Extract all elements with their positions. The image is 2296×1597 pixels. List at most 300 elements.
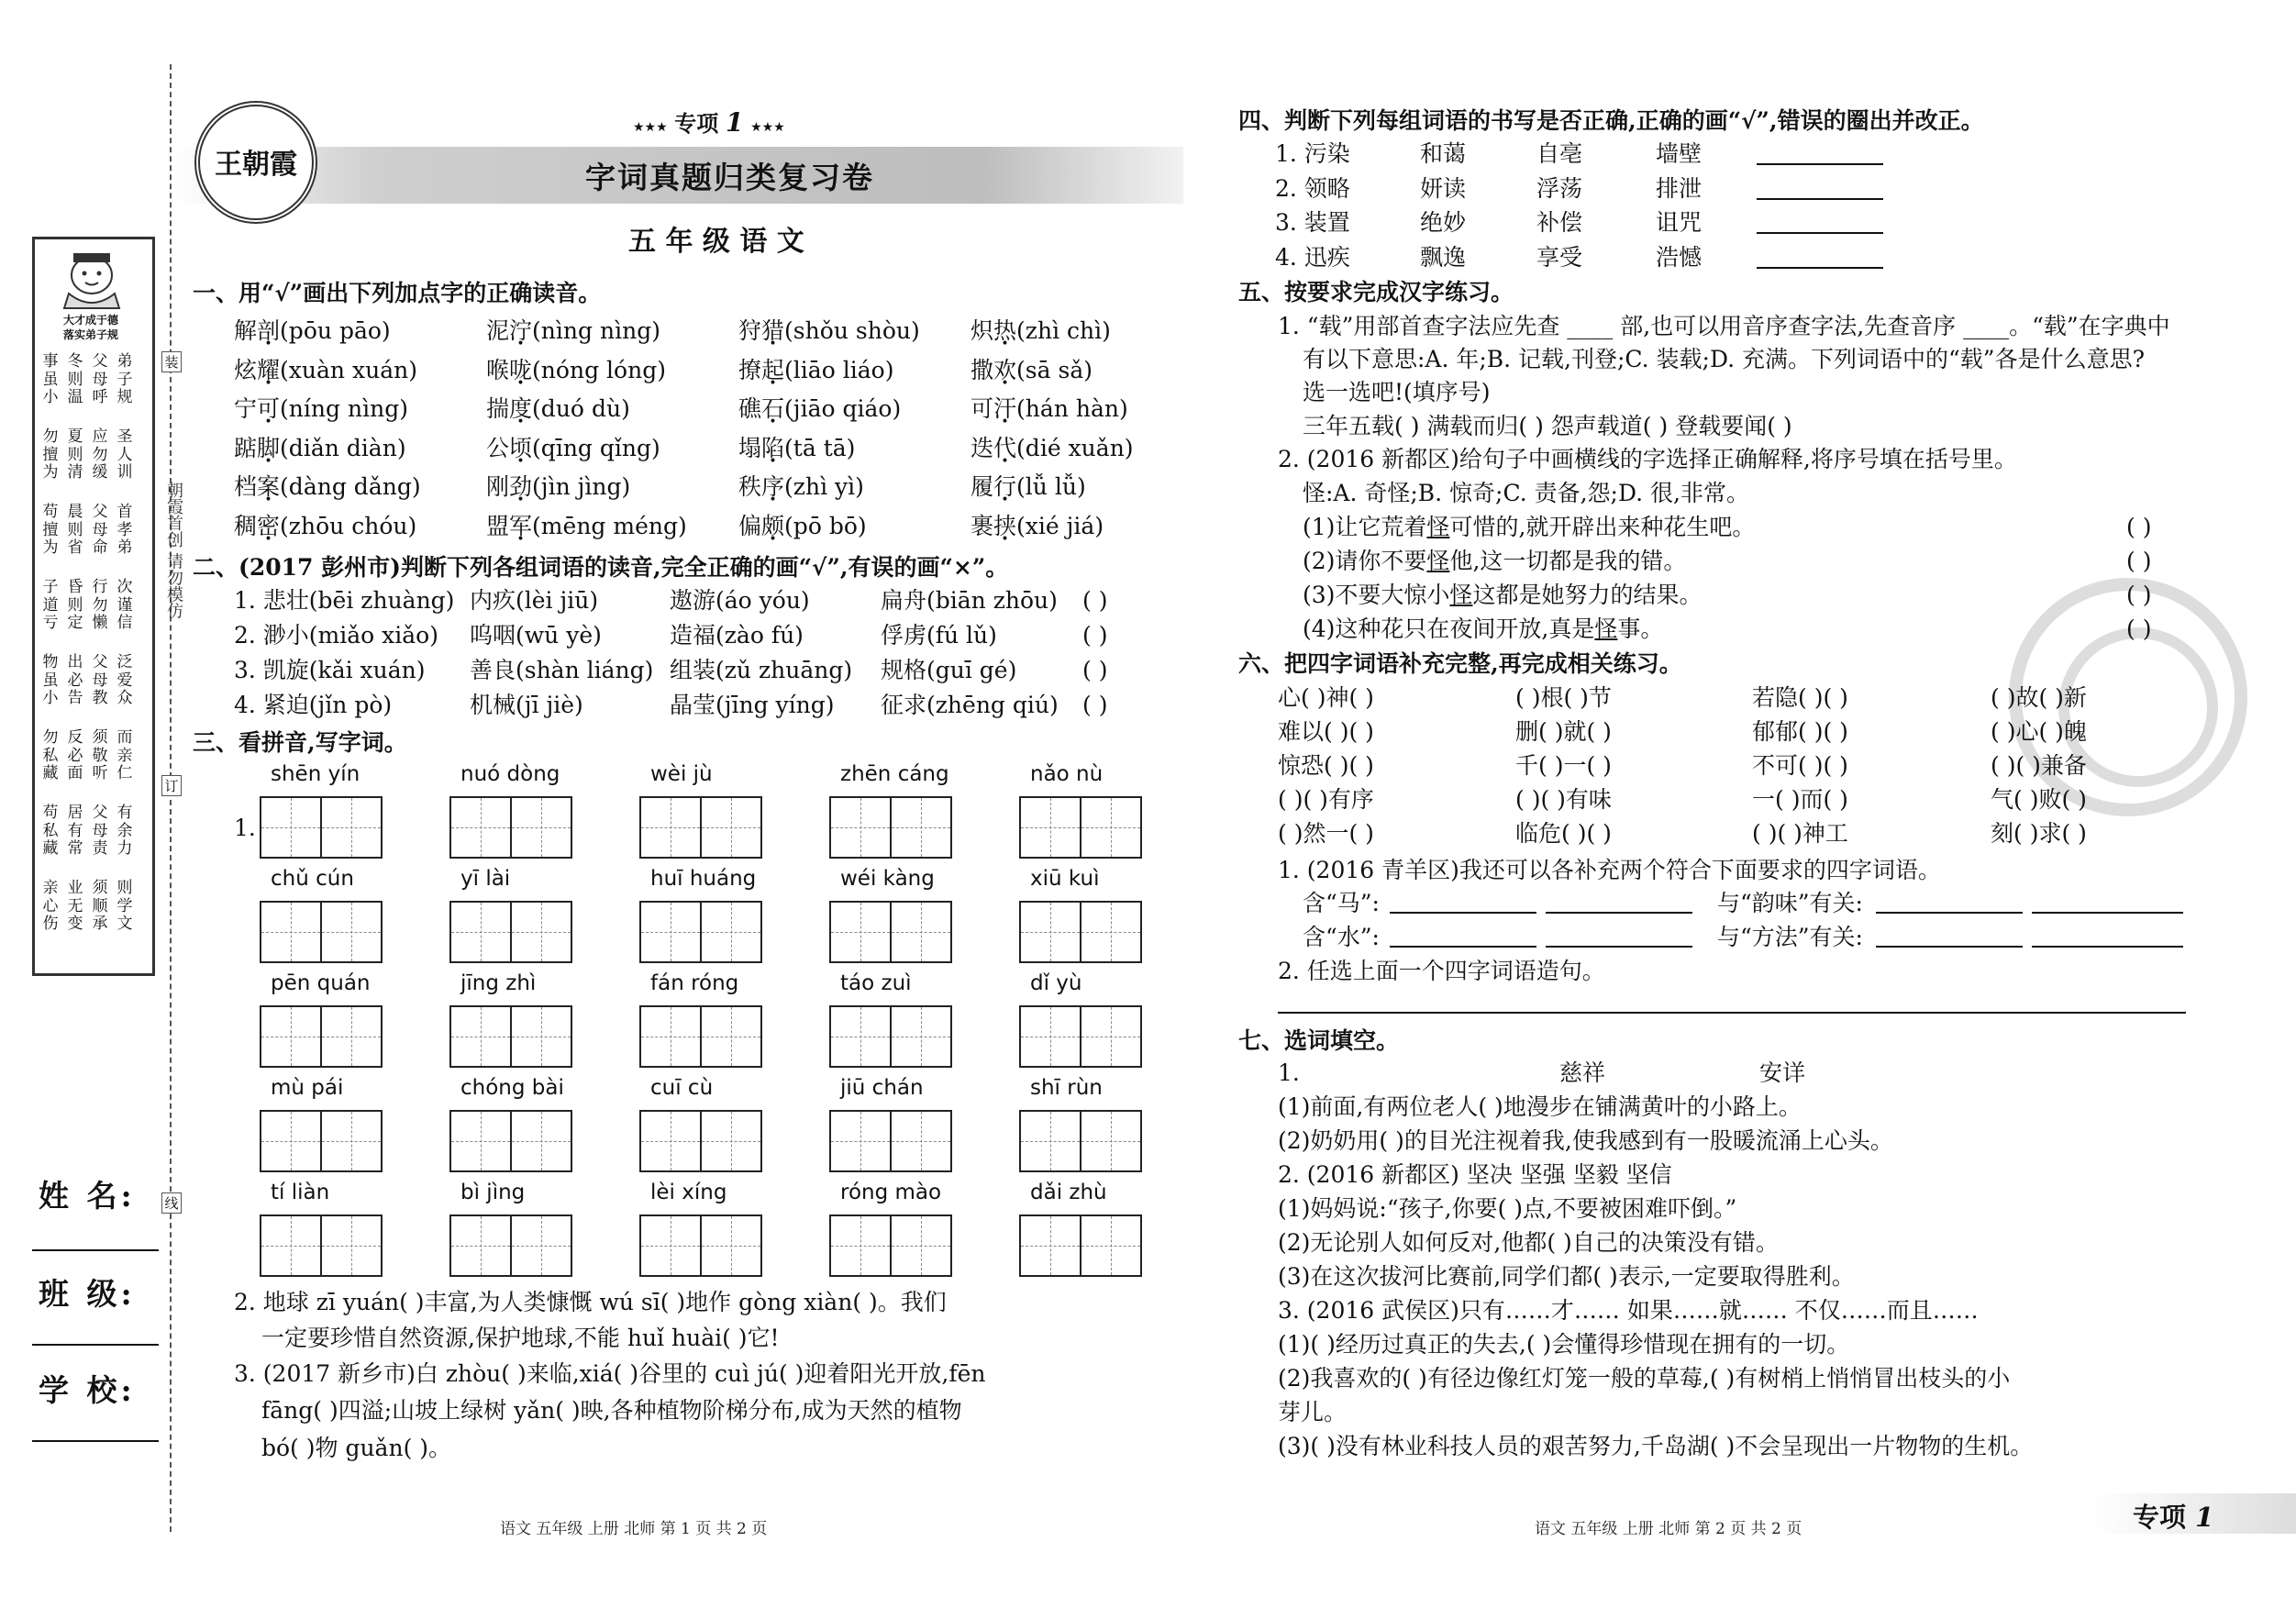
s7-q3-a: (1)( )经历过真正的失去,( )会懂得珍惜现在拥有的一切。	[1278, 1331, 1850, 1358]
dotted-char: 泞	[509, 317, 533, 344]
writing-cell[interactable]	[639, 796, 702, 859]
reading-item	[971, 431, 1134, 465]
writing-cell[interactable]	[449, 1110, 512, 1172]
word-item: 妍读	[1420, 174, 1467, 202]
answer-blank[interactable]	[1876, 946, 2023, 948]
writing-cell[interactable]	[510, 1110, 572, 1172]
char: (	[532, 434, 541, 461]
writing-cell[interactable]	[829, 796, 892, 859]
reading-item	[234, 392, 408, 426]
char	[1051, 357, 1059, 383]
rule-column: 勿私藏	[42, 728, 59, 782]
char	[1061, 435, 1069, 461]
char: n	[394, 356, 409, 383]
char: ó	[614, 356, 628, 383]
reading-item: 呜咽(wū yè)	[470, 622, 602, 649]
writing-cell[interactable]	[449, 796, 512, 859]
writing-cell[interactable]	[700, 1110, 762, 1172]
writing-cell[interactable]	[829, 1214, 892, 1277]
char: i	[1073, 512, 1081, 539]
rule-column: 圣人训	[116, 427, 133, 482]
char: o	[367, 317, 382, 344]
char	[816, 435, 824, 461]
idiom-item[interactable]: ( )( )有序	[1278, 786, 1374, 813]
writing-cell[interactable]	[1019, 901, 1081, 963]
reading-item	[971, 509, 1104, 543]
rule-column: 业无变	[67, 879, 83, 933]
word-item: 补偿	[1536, 209, 1583, 236]
char	[345, 357, 352, 383]
reading-item	[738, 392, 901, 426]
reading-item	[234, 431, 406, 465]
dotted-char: 可	[257, 395, 281, 422]
reading-item: 内疚(lèi jiū)	[470, 587, 599, 614]
writing-cell[interactable]	[260, 1005, 322, 1068]
char: n	[622, 317, 638, 344]
char: d	[346, 434, 361, 461]
dotted-char: 猎	[761, 317, 785, 344]
writing-grid	[449, 796, 571, 859]
writing-grid	[449, 1214, 571, 1277]
writing-cell[interactable]	[890, 1110, 952, 1172]
sentence-answer-line[interactable]	[1278, 1012, 2186, 1014]
idiom-item[interactable]: ( )( )兼备	[1991, 752, 2087, 779]
idiom-item[interactable]: ( )然一( )	[1278, 820, 1374, 847]
rule-column: 苟擅为	[42, 503, 59, 557]
idiom-item[interactable]: ( )心( )魄	[1991, 718, 2087, 745]
char: ì	[1052, 317, 1060, 344]
char: s	[793, 317, 805, 344]
char: ǎ	[368, 473, 383, 500]
rule-column: 昏则定	[67, 578, 83, 632]
reading-item	[486, 314, 660, 348]
char: à	[368, 434, 383, 461]
pinyin-label: tí liàn	[271, 1181, 330, 1204]
char: n	[1109, 434, 1125, 461]
s7-q3-b2: 芽儿。	[1278, 1399, 1348, 1425]
word-item: 浮荡	[1536, 174, 1583, 202]
char	[599, 357, 606, 383]
idiom-item[interactable]: 临危( )( )	[1515, 820, 1612, 847]
writing-cell[interactable]	[510, 1214, 572, 1277]
char: (	[280, 473, 289, 500]
brand-logo-text: 王朝霞	[215, 149, 297, 181]
char: )	[408, 356, 417, 383]
char	[849, 317, 856, 344]
char	[1059, 513, 1067, 539]
char: i	[857, 395, 865, 422]
char: d	[288, 473, 304, 500]
char: ǚ	[1032, 473, 1048, 500]
char	[593, 435, 600, 461]
writing-grid	[260, 796, 381, 859]
reading-item: 造福(zào fú)	[670, 622, 804, 649]
char: u	[365, 356, 381, 383]
char: )	[651, 317, 660, 344]
writing-cell[interactable]	[260, 1214, 322, 1277]
char: p	[338, 317, 354, 344]
idiom-item[interactable]: 惊恐( )( )	[1278, 752, 1374, 779]
char: t	[823, 434, 833, 461]
rule-column: 父母呼	[92, 352, 108, 406]
footer-tag	[2133, 1497, 2213, 1535]
dotted-char: 汗	[993, 395, 1017, 422]
char: 履	[971, 473, 994, 500]
reading-item: 俘虏(fú lǔ)	[881, 622, 997, 649]
idiom-item[interactable]: 删( )就( )	[1515, 718, 1612, 745]
s5-line5: 2. (2016 新都区)给句子中画横线的字选择正确解释,将序号填在括号里。	[1278, 446, 2017, 472]
question-text: (4)这种花只在夜间开放,真是	[1303, 616, 1595, 642]
writing-cell[interactable]	[510, 796, 572, 859]
char: ō	[843, 512, 858, 539]
writing-cell[interactable]	[700, 901, 762, 963]
char: )	[1124, 434, 1134, 461]
char: (	[280, 395, 289, 422]
star-icon: ★★★	[633, 120, 668, 135]
answer-paren[interactable]: ( )	[1082, 622, 1108, 649]
pinyin-label: xiū kuì	[1030, 867, 1100, 891]
word-item: 2. 领略	[1275, 174, 1350, 202]
char	[593, 317, 600, 344]
writing-cell[interactable]	[890, 1214, 952, 1277]
answer-paren[interactable]: ( )	[1082, 692, 1108, 718]
pinyin-label: chóng bài	[460, 1076, 564, 1100]
char	[339, 435, 347, 461]
rule-column: 则学文	[116, 879, 133, 933]
reading-item: 善良(shàn liáng)	[470, 657, 654, 683]
char: ǚ	[1061, 473, 1077, 500]
question-text: 事。	[1617, 616, 1664, 642]
char: l	[1025, 473, 1033, 500]
reading-item	[738, 353, 893, 387]
idiom-item[interactable]: ( )根( )节	[1515, 684, 1612, 711]
char: n	[1104, 395, 1119, 422]
writing-grid	[639, 901, 760, 963]
writing-cell[interactable]	[1019, 1005, 1081, 1068]
char	[340, 395, 348, 422]
char: 撩	[738, 356, 762, 383]
idiom-item[interactable]: 气( )败( )	[1991, 786, 2087, 813]
word-item: 浩憾	[1656, 243, 1703, 271]
writing-grid	[829, 796, 950, 859]
char: 炫	[234, 356, 258, 383]
pinyin-label: bì jìng	[460, 1181, 526, 1204]
reading-item: 征求(zhēng qiú)	[881, 692, 1059, 718]
idiom-item[interactable]: 千( )一( )	[1515, 752, 1612, 779]
char: n	[627, 356, 643, 383]
char: o	[821, 395, 836, 422]
school-field[interactable]	[32, 1440, 159, 1442]
writing-cell[interactable]	[320, 901, 383, 963]
question-text: 这都是她努力的结果。	[1472, 582, 1703, 608]
writing-cell[interactable]	[260, 796, 322, 859]
char: ó	[555, 356, 570, 383]
word-item: 绝妙	[1420, 209, 1467, 236]
char: g	[584, 356, 600, 383]
char: u	[833, 317, 849, 344]
pinyin-label: shēn yín	[271, 762, 360, 786]
question-text: (2)请你不要	[1303, 548, 1427, 574]
char: ì	[555, 317, 563, 344]
rule-column: 而亲仁	[116, 728, 133, 782]
char: g	[637, 317, 652, 344]
idiom-item[interactable]: 难以( )( )	[1278, 718, 1374, 745]
s7-q2-b: (2)无论别人如何反对,他都( )自己的决策没有错。	[1278, 1229, 1779, 1256]
idiom-item[interactable]: 刻( )求( )	[1991, 820, 2087, 847]
answer-blank[interactable]	[1757, 163, 1883, 165]
char: 档	[234, 473, 258, 500]
name-field[interactable]	[32, 1249, 159, 1251]
question-text: (1)让它荒着	[1303, 514, 1427, 540]
writing-cell[interactable]	[449, 901, 512, 963]
badge-text: 专项	[674, 110, 719, 137]
char: é	[635, 512, 649, 539]
char: )	[855, 473, 864, 500]
answer-paren[interactable]: ( )	[1082, 587, 1108, 614]
writing-cell[interactable]	[1019, 1110, 1081, 1172]
idiom-item[interactable]: 心( )神( )	[1278, 684, 1374, 711]
idiom-item[interactable]: 一( )而( )	[1752, 786, 1848, 813]
char: m	[540, 512, 563, 539]
section-6-title: 六、把四字词语补充完整,再完成相关练习。	[1238, 650, 1682, 677]
idiom-item[interactable]: 若隐( )( )	[1752, 684, 1848, 711]
class-field[interactable]	[32, 1344, 159, 1346]
s7-q2-c: (3)在这次拔河比赛前,同学们都( )表示,一定要取得胜利。	[1278, 1263, 1855, 1290]
idiom-item[interactable]: ( )( )有味	[1515, 786, 1612, 813]
scholar-cartoon-icon	[46, 248, 138, 310]
footer-right: 语文 五年级 上册 北师 第 2 页 共 2 页	[1535, 1520, 1802, 1538]
char: q	[599, 434, 615, 461]
char: n	[648, 512, 664, 539]
char: )	[1102, 317, 1111, 344]
char: (	[784, 473, 793, 500]
dotted-char: 咙	[509, 356, 533, 383]
char: )	[396, 434, 406, 461]
writing-cell[interactable]	[449, 1214, 512, 1277]
writing-cell[interactable]	[1019, 796, 1081, 859]
writing-cell[interactable]	[1019, 1214, 1081, 1277]
char: (	[1016, 356, 1026, 383]
dotted-char: 欢	[993, 356, 1017, 383]
dotted-char: 案	[257, 473, 281, 500]
char: g	[331, 473, 347, 500]
char: d	[540, 395, 556, 422]
char: (	[280, 317, 289, 344]
writing-cell[interactable]	[890, 1005, 952, 1068]
writing-grid	[1019, 1005, 1140, 1068]
char: ò	[882, 317, 896, 344]
char: ù	[605, 395, 622, 422]
char	[1069, 395, 1076, 422]
section-1-title: 一、用“√”画出下列加点字的正确读音。	[193, 280, 602, 306]
reading-item	[486, 353, 666, 387]
char: n	[540, 356, 556, 383]
char: x	[288, 356, 302, 383]
writing-cell[interactable]	[1080, 1214, 1142, 1277]
writing-grid	[1019, 1110, 1140, 1172]
section-7-title: 七、选词填空。	[1238, 1027, 1400, 1054]
answer-paren[interactable]: ( )	[1082, 657, 1108, 683]
dotted-char: 陷	[761, 434, 785, 461]
char: à	[303, 473, 317, 500]
char: u	[1081, 434, 1096, 461]
char: (	[280, 512, 289, 539]
char: á	[380, 356, 394, 383]
char: n	[370, 395, 385, 422]
answer-paren[interactable]: ( )	[2126, 514, 2152, 540]
char: )	[857, 512, 867, 539]
reading-item	[971, 314, 1111, 348]
char: m	[613, 512, 636, 539]
idiom-item[interactable]: ( )( )神工	[1752, 820, 1848, 847]
header-badge	[633, 105, 785, 138]
idiom-item[interactable]: 不可( )( )	[1752, 752, 1848, 779]
char: d	[353, 473, 369, 500]
char: n	[562, 317, 579, 344]
char: i	[800, 356, 808, 383]
char: )	[407, 512, 417, 539]
writing-cell[interactable]	[260, 901, 322, 963]
writing-cell[interactable]	[1080, 1110, 1142, 1172]
reading-item	[971, 392, 1128, 426]
s7-q1-word1: 慈祥	[1559, 1059, 1606, 1086]
writing-cell[interactable]	[1080, 901, 1142, 963]
char: (	[280, 356, 289, 383]
reading-item	[234, 509, 416, 543]
writing-cell[interactable]	[890, 796, 952, 859]
answer-blank[interactable]	[1757, 267, 1883, 269]
char: c	[1067, 317, 1081, 344]
char: j	[540, 473, 549, 500]
answer-paren[interactable]: ( )	[2126, 616, 2152, 642]
char: n	[621, 434, 638, 461]
s7-q1-word2: 安详	[1759, 1059, 1806, 1086]
writing-cell[interactable]	[449, 1005, 512, 1068]
answer-blank[interactable]	[1757, 232, 1883, 234]
idiom-item[interactable]: ( )故( )新	[1991, 684, 2087, 711]
dotted-char: 挟	[993, 512, 1017, 539]
s7-q2-head: 2. (2016 新都区) 坚决 坚强 坚毅 坚信	[1278, 1161, 1672, 1188]
writing-cell[interactable]	[829, 901, 892, 963]
writing-cell[interactable]	[320, 796, 383, 859]
writing-cell[interactable]	[700, 1214, 762, 1277]
answer-paren[interactable]: ( )	[2126, 548, 2152, 574]
writing-grid	[829, 1005, 950, 1068]
char: ǎ	[1095, 434, 1110, 461]
answer-paren[interactable]: ( )	[2126, 582, 2152, 608]
s3-q3-line1: 3. (2017 新乡市)白 zhòu( )来临,xiá( )谷里的 cuì jú( )迎着阳光开放,fēn	[234, 1360, 986, 1387]
char: )	[884, 356, 894, 383]
answer-blank[interactable]	[1876, 912, 2023, 914]
writing-grid	[639, 1214, 760, 1277]
char: i	[1039, 434, 1048, 461]
section-4-title: 四、判断下列每组词语的书写是否正确,正确的画“√”,错误的圈出并改正。	[1238, 107, 1984, 134]
writing-cell[interactable]	[639, 1005, 702, 1068]
answer-blank[interactable]	[1757, 198, 1883, 200]
char: c	[351, 512, 365, 539]
dotted-char: 耀	[257, 356, 281, 383]
char: o	[871, 356, 885, 383]
char: 公	[486, 434, 510, 461]
s5-line2: 有以下意思:A. 年;B. 记载,刊登;C. 装载;D. 充满。下列词语中的“载”各是什么意思?	[1303, 346, 2145, 372]
char: á	[857, 356, 871, 383]
writing-cell[interactable]	[510, 901, 572, 963]
answer-blank[interactable]	[1546, 912, 1692, 914]
writing-cell[interactable]	[829, 1005, 892, 1068]
writing-cell[interactable]	[1080, 796, 1142, 859]
writing-cell[interactable]	[700, 796, 762, 859]
char: d	[1025, 434, 1040, 461]
writing-cell[interactable]	[829, 1110, 892, 1172]
char: )	[1119, 395, 1128, 422]
dotted-char: 顷	[509, 434, 533, 461]
idiom-item[interactable]: 郁郁( )( )	[1752, 718, 1848, 745]
pinyin-label: dǐ yù	[1030, 971, 1082, 995]
char: 喉	[486, 356, 510, 383]
explain-question	[1303, 578, 1702, 612]
char	[822, 513, 829, 539]
writing-cell[interactable]	[890, 901, 952, 963]
char: á	[864, 395, 879, 422]
char	[344, 513, 351, 539]
char: (	[280, 434, 289, 461]
char: (	[784, 512, 793, 539]
writing-cell[interactable]	[320, 1214, 383, 1277]
answer-blank[interactable]	[2032, 946, 2183, 948]
char: z	[1025, 317, 1037, 344]
writing-cell[interactable]	[320, 1005, 383, 1068]
writing-cell[interactable]	[700, 1005, 762, 1068]
binding-mark-1: 装	[161, 351, 182, 372]
char: t	[793, 434, 803, 461]
answer-blank[interactable]	[2032, 912, 2183, 914]
answer-blank[interactable]	[1546, 946, 1692, 948]
char: s	[855, 317, 868, 344]
answer-blank[interactable]	[1390, 912, 1536, 914]
reading-item: 1. 悲壮(bēi zhuàng)	[234, 587, 455, 614]
char: h	[1037, 317, 1053, 344]
char: (	[784, 434, 793, 461]
char: ì	[1094, 317, 1103, 344]
writing-cell[interactable]	[510, 1005, 572, 1068]
char: 可	[971, 395, 994, 422]
pinyin-label: zhēn cáng	[840, 762, 949, 786]
writing-cell[interactable]	[260, 1110, 322, 1172]
char: )	[678, 512, 687, 539]
char: i	[1037, 512, 1046, 539]
rule-column: 勿擅为	[42, 427, 59, 482]
char: n	[1053, 395, 1069, 422]
writing-cell[interactable]	[639, 1214, 702, 1277]
char	[347, 473, 354, 500]
char: ā	[832, 434, 847, 461]
writing-cell[interactable]	[639, 901, 702, 963]
writing-cell[interactable]	[1080, 1005, 1142, 1068]
word-item: 诅咒	[1656, 209, 1703, 236]
char: ǎ	[1070, 356, 1084, 383]
question-number: 1.	[234, 815, 256, 841]
answer-blank[interactable]	[1390, 946, 1536, 948]
char: )	[621, 395, 630, 422]
rule-column: 须敬听	[92, 728, 108, 782]
writing-grid	[829, 1214, 950, 1277]
writing-cell[interactable]	[639, 1110, 702, 1172]
char	[1059, 317, 1067, 344]
writing-grid	[260, 901, 381, 963]
char: 狩	[738, 317, 762, 344]
rule-column: 亲心伤	[42, 879, 59, 933]
writing-cell[interactable]	[320, 1110, 383, 1172]
